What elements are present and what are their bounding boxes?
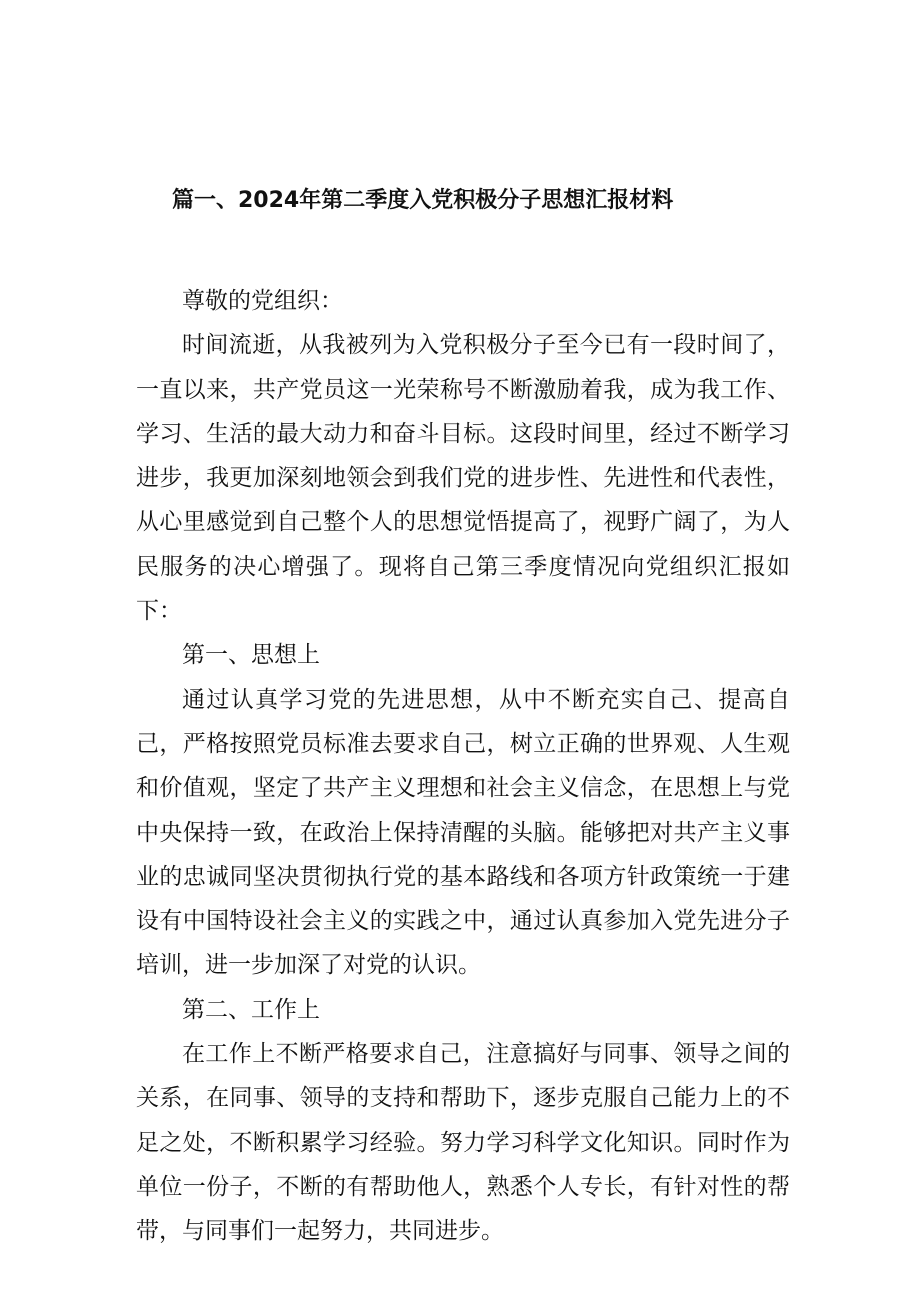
section-body-work: 在工作上不断严格要求自己，注意搞好与同事、领导之间的关系，在同事、领导的支持和帮助下，逐步克服自己能力上的不足之处，不断积累学习经验。努力学习科学文化知识。同时作为单位一份子，不断的有帮助他人，熟悉个人专长，有针对性的帮带，与同事们一起努力，共同进步。	[136, 1041, 790, 1245]
section-heading-thought: 第一、思想上	[182, 642, 320, 669]
intro-paragraph: 时间流逝，从我被列为入党积极分子至今已有一段时间了，一直以来，共产党员这一光荣称号不断激励着我，成为我工作、学习、生活的最大动力和奋斗目标。这段时间里，经过不断学习进步，我更加深刻地领会到我们党的进步性、先进性和代表性，从心里感觉到自己整个人的思想觉悟提高了，视野广阔了，为人民服务的决心增强了。现将自己第三季度情况向党组织汇报如下：	[136, 332, 790, 625]
salutation: 尊敬的党组织：	[182, 288, 343, 314]
document-body	[136, 279, 790, 1254]
section-body-thought: 通过认真学习党的先进思想，从中不断充实自己、提高自己，严格按照党员标准去要求自己，树立正确的世界观、人生观和价值观，坚定了共产主义理想和社会主义信念，在思想上与党中央保持一致，在政治上保持清醒的头脑。能够把对共产主义事业的忠诚同坚决贯彻执行党的基本路线和各项方针政策统一于建设有中国特设社会主义的实践之中，通过认真参加入党先进分子培训，进一步加深了对党的认识。	[136, 686, 790, 979]
section-heading-work: 第二、工作上	[182, 996, 320, 1023]
document-title: 篇一、2024年第二季度入党积极分子思想汇报材料	[172, 188, 674, 213]
